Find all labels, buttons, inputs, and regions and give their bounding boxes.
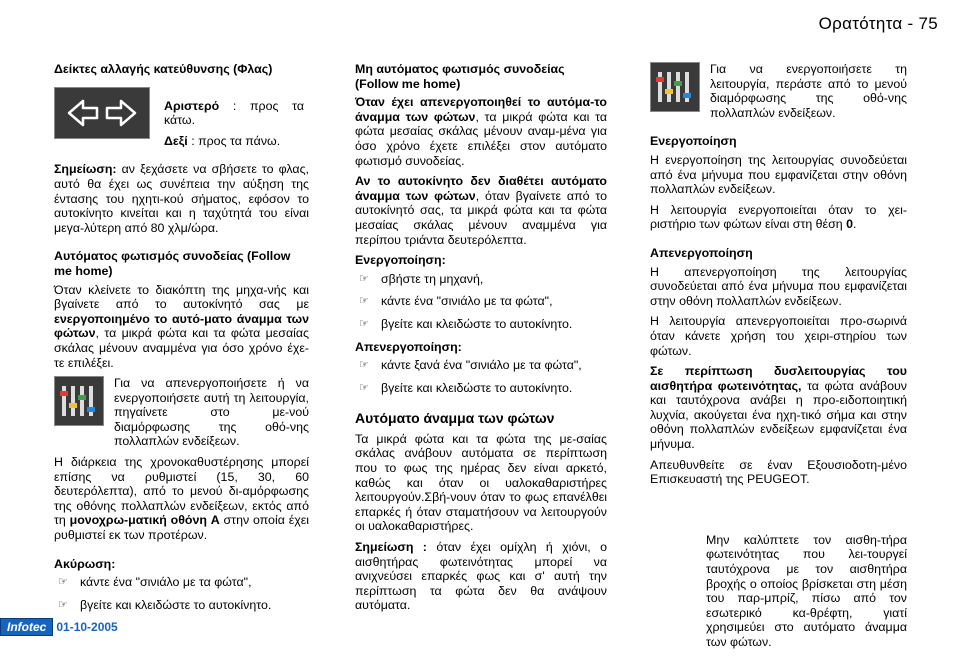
left-text: : προς τα κάτω. <box>164 98 304 128</box>
deactivation-paragraph-1: Η απενεργοποίηση της λειτουργίας συνοδεύεται από ένα μήνυμα που εμφανίζεται στην οθόνη πολλαπλών ενδείξεων. <box>650 264 907 308</box>
list-item: ☞ κάντε ένα "σινιάλο με τα φώτα", <box>359 294 553 309</box>
pointer-icon: ☞ <box>359 295 369 308</box>
heading-activation: Ενεργοποίηση <box>650 134 737 149</box>
column-2 <box>355 62 607 619</box>
heading-auto-lights: Αυτόματο άναμμα των φώτων <box>355 410 555 427</box>
pointer-icon: ☞ <box>359 359 369 372</box>
list-item: ☞ κάντε ένα "σινιάλο με τα φώτα", <box>58 575 252 590</box>
indicator-note: Σημείωση: αν ξεχάσετε να σβήσετε το φλας, αυτό θα έχει ως συνέπεια την αύξηση της έντασης του ηχητι-κού σήματος, εφόσον το αυτοκίνητο κινείται και η ταχύτητά του είναι μεγα-λύτερη από 80 χλμ/ώρα. <box>54 162 309 235</box>
column-3 <box>650 62 907 656</box>
column-1 <box>54 62 309 620</box>
list-item: ☞ βγείτε και κλειδώστε το αυτοκίνητο. <box>359 316 573 331</box>
fault-paragraph: Σε περίπτωση δυσλειτουργίας του αισθητήρα φωτεινότητας, τα φώτα ανάβουν και ταυτόχρονα ανάβει η προ-ειδοποιητική λυχνία, ακούγεται ένα ηχη-τικό σήμα και στην οθόνη πολλαπλών ενδείξεων εμφανίζεται ένα μήνυμα. <box>650 364 908 452</box>
left-right-arrows-icon <box>54 87 150 139</box>
auto-note: Σημείωση : όταν έχει ομίχλη ή χιόνι, ο αισθητήρας φωτεινότητας μπορεί να ανιχνεύσει επαρκές φως και σ' αυτή την περίπτωση τα φώτα δεν θα ανάψουν αυτόματα. <box>355 540 607 613</box>
activation-paragraph-2: Η λειτουργία ενεργοποιείται όταν το χει-ριστήριο των φώτων είναι στη θέση 0. <box>650 202 907 232</box>
heading-deactivate: Απενεργοποίηση: <box>355 339 462 354</box>
pointer-icon: ☞ <box>359 381 369 394</box>
heading-cancel: Ακύρωση: <box>54 556 116 571</box>
heading-indicators: Δείκτες αλλαγής κατεύθυνσης (Φλας) <box>54 62 273 76</box>
deactivation-paragraph-2: Η λειτουργία απενεργοποιείται προ-σωρινά όταν κάνετε χρήση του χειρι-στηρίου των φώτων. <box>650 314 907 358</box>
follow-paragraph: Όταν κλείνετε το διακόπτη της μηχα-νής και βγαίνετε από το αυτοκίνητό σας με ενεργοποιημένο το αυτό-ματο άναμμα των φώτων, τα μικρά φώτα και τα φώτα μεσαίας σκάλας μένουν αναμμένα για όσο χρόνο έχε-τε επιλέξει. <box>54 282 309 370</box>
pointer-icon: ☞ <box>58 576 68 589</box>
menu-text-2: Για να ενεργοποιήσετε τη λειτουργία, περάστε από το μενού διαμόρφωσης της οθό-νης πολλαπλών ενδείξεων. <box>710 62 907 120</box>
menu-config-icon <box>650 62 700 112</box>
footer <box>0 618 118 636</box>
indicator-block <box>54 81 309 155</box>
infotec-logo: Infotec <box>0 618 53 636</box>
left-label: Αριστερό <box>164 98 220 113</box>
heading-manual-follow: Μη αυτόματος φωτισμός συνοδείας (Follow me home) <box>355 62 565 91</box>
menu-text: Για να απενεργοποιήσετε ή να ενεργοποιήσετε αυτή τη λειτουργία, πηγαίνετε στο με-νού διαμόρφωσης της οθό-νης πολλαπλών ενδείξεων. <box>114 376 309 449</box>
list-item: ☞ βγείτε και κλειδώστε το αυτοκίνητο. <box>359 380 573 395</box>
heading-deactivation: Απενεργοποίηση <box>650 245 753 260</box>
list-item: ☞ σβήστε τη μηχανή, <box>359 271 484 286</box>
right-text: : προς τα πάνω. <box>187 133 281 148</box>
activation-paragraph-1: Η ενεργοποίηση της λειτουργίας συνοδεύεται από ένα μήνυμα που εμφανίζεται στην οθόνη πολλαπλών ενδείξεων. <box>650 152 907 197</box>
auto-paragraph: Τα μικρά φώτα και τα φώτα της με-σαίας σκάλας ανάβουν αυτόματα σε περίπτωση που το φως της ημέρας δεν είναι αρκετό, καθώς και όταν οι υαλοκαθαριστήρες λειτουργούν.Σβή-νουν όταν το φως επανέλθει επαρκές ή όταν σταματήσουν να λειτουργούν οι υαλοκαθαριστήρες. <box>355 431 607 534</box>
heading-activate: Ενεργοποίηση: <box>355 253 446 268</box>
menu-block-2 <box>650 62 907 126</box>
contact-paragraph: Απευθυνθείτε σε έναν Εξουσιοδοτη-μένο Επισκευαστή της PEUGEOT. <box>650 457 907 487</box>
pointer-icon: ☞ <box>359 317 369 330</box>
sensor-warning: Μην καλύπτετε τον αισθη-τήρα φωτεινότητας που λει-τουργεί ταυτόχρονα με τον αισθητήρα βροχής ο οποίος βρίσκεται στη μέση του παρ-μπρίζ, πίσω από τον εσωτερικό κα-θρέφτη, γιατί χρησιμεύει στο αυτόματο άναμμα των φώτων. <box>706 532 907 649</box>
footer-date: 01-10-2005 <box>56 620 118 634</box>
menu-block <box>54 376 309 455</box>
right-label: Δεξί <box>164 133 188 148</box>
cancel-list <box>54 575 309 612</box>
heading-follow-me-home: Αυτόματος φωτισμός συνοδείας (Follow me home) <box>54 249 291 278</box>
duration-paragraph: Η διάρκεια της χρονοκαθυστέρησης μπορεί επίσης να ρυθμιστεί (15, 30, 60 δευτερόλεπτα), από το μενού δι-αμόρφωσης της οθόνης πολλαπλών ενδείξεων, εκτός από τη μονοχρω-ματική οθόνη A στην οποία έχει ρυθμιστεί εκ των προτέρων. <box>54 455 309 543</box>
pointer-icon: ☞ <box>58 598 68 611</box>
list-item: ☞ κάντε ξανά ένα "σινιάλο με τα φώτα", <box>359 358 582 373</box>
manual-paragraph-2: Αν το αυτοκίνητο δεν διαθέτει αυτόματο άναμμα των φώτων, όταν βγαίνετε από το αυτοκίνητό σας, τα μικρά φώτα και τα φώτα μεσαίας σκάλας μένουν αναμμένα για περίπου τριάντα δευτερόλεπτα. <box>355 174 607 247</box>
pointer-icon: ☞ <box>359 272 369 285</box>
deactivate-list <box>355 358 607 395</box>
list-item: ☞ βγείτε και κλειδώστε το αυτοκίνητο. <box>58 597 272 612</box>
header-bar <box>0 0 960 44</box>
manual-paragraph-1: Όταν έχει απενεργοποιηθεί το αυτόμα-το άναμμα των φώτων, τα μικρά φώτα και τα φώτα μεσαίας σκάλας μένουν αναμ-μένα για όσο χρόνο έχετε επιλέξει στον αυτόματο φωτισμό συνοδείας. <box>355 95 607 168</box>
page-title: Ορατότητα - 75 <box>818 14 938 33</box>
menu-config-icon <box>54 376 104 426</box>
activate-list <box>355 272 607 332</box>
